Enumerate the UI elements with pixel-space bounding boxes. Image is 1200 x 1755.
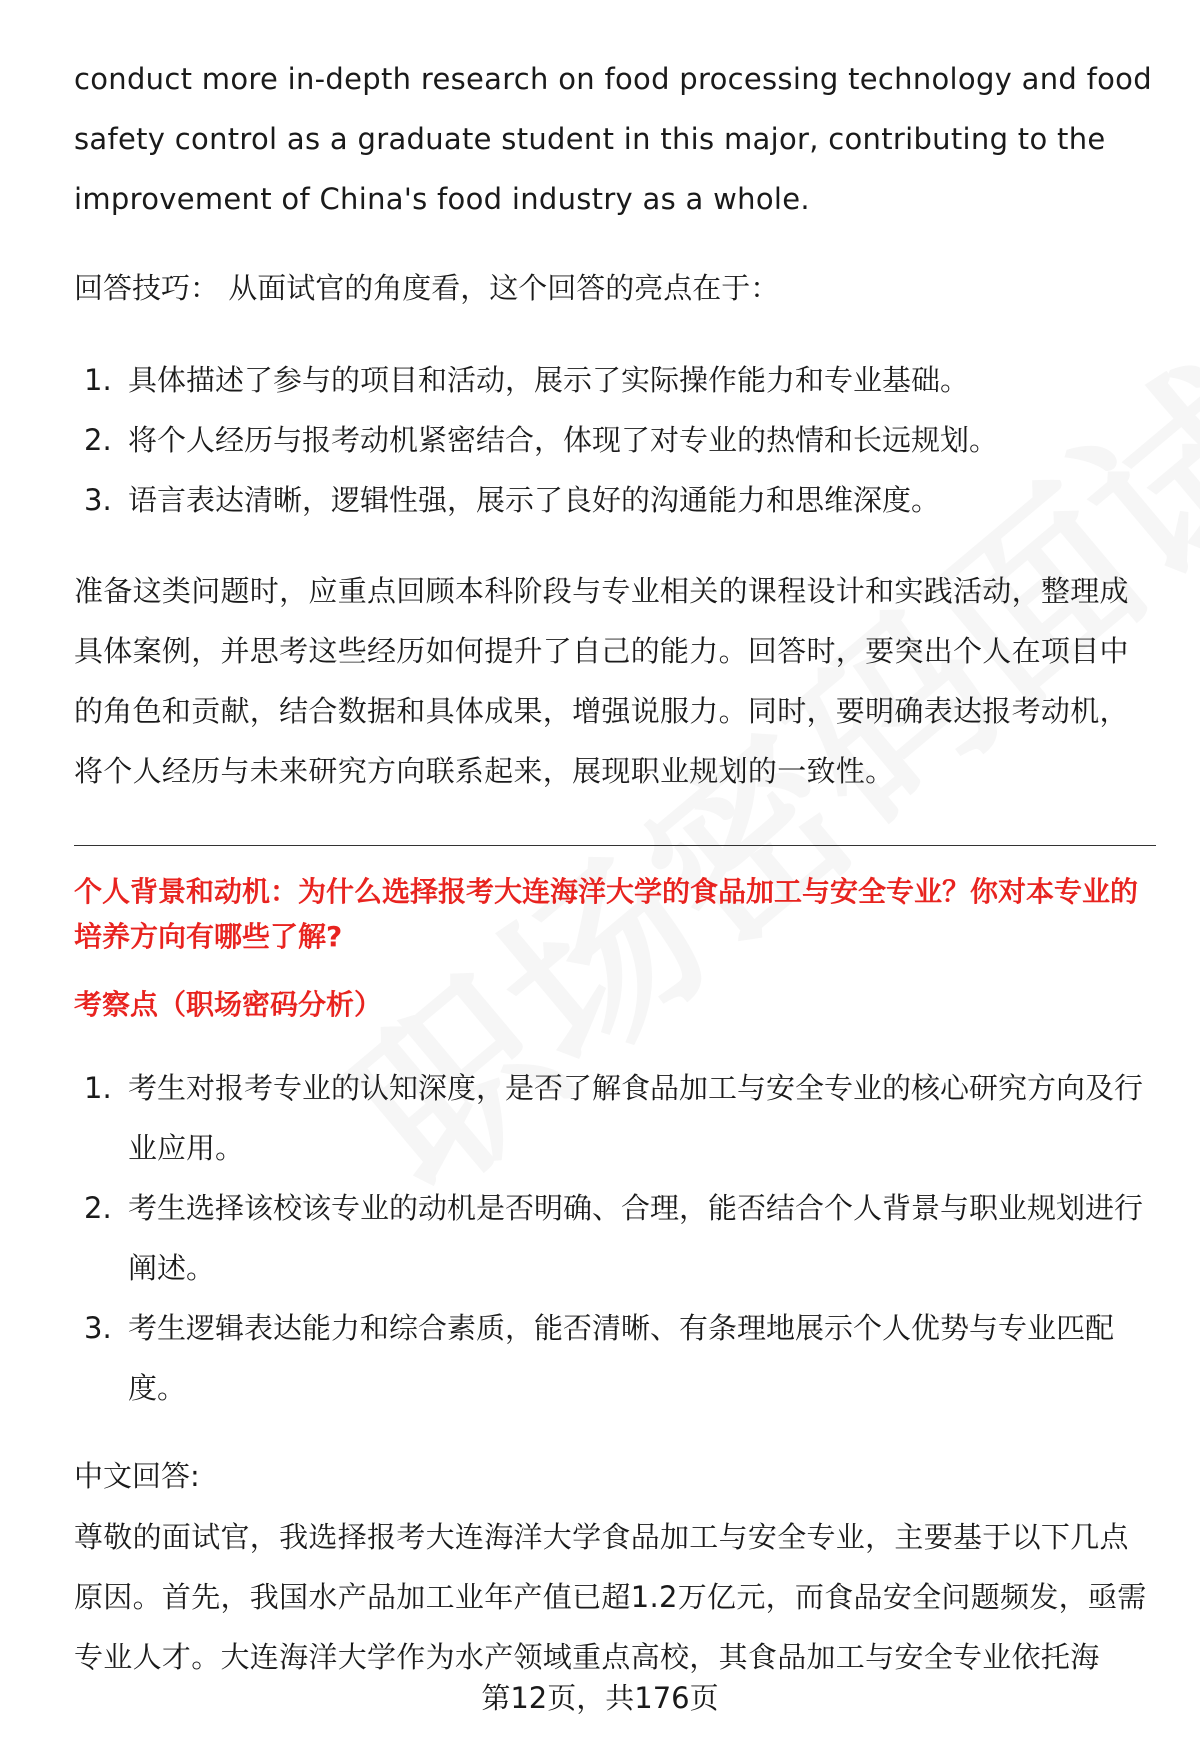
list-number: 1. <box>84 363 112 397</box>
intro-paragraph: conduct more in-depth research on food processing technology and food safety control as a graduate student in this major, contributing to the improvement of China's food industry as a whole. <box>74 62 1152 216</box>
list-item-text: 考生选择该校该专业的动机是否明确、合理，能否结合个人背景与职业规划进行阐述。 <box>128 1191 1144 1285</box>
section-divider <box>74 845 1156 846</box>
list-item <box>74 470 1154 530</box>
list-number: 3. <box>84 483 112 517</box>
list-number: 3. <box>84 1311 112 1345</box>
exam-point-list <box>74 1058 1154 1418</box>
prep-paragraph: 准备这类问题时，应重点回顾本科阶段与专业相关的课程设计和实践活动，整理成具体案例，并思考这些经历如何提升了自己的能力。回答时，要突出个人在项目中的角色和贡献，结合数据和具体成果，增强说服力。同时，要明确表达报考动机，将个人经历与未来研究方向联系起来，展现职业规划的一致性。 <box>74 574 1129 788</box>
list-item <box>74 1298 1154 1418</box>
list-item-text: 具体描述了参与的项目和活动，展示了实际操作能力和专业基础。 <box>128 363 970 397</box>
list-item-text: 考生逻辑表达能力和综合素质，能否清晰、有条理地展示个人优势与专业匹配度。 <box>128 1311 1115 1405</box>
answer-paragraph: 尊敬的面试官，我选择报考大连海洋大学食品加工与安全专业，主要基于以下几点原因。首先，我国水产品加工业年产值已超1.2万亿元，而食品安全问题频发，亟需专业人才。大连海洋大学作为水产领域重点高校，其食品加工与安全专业依托海 <box>74 1520 1147 1674</box>
list-item-text: 语言表达清晰，逻辑性强，展示了良好的沟通能力和思维深度。 <box>128 483 941 517</box>
page-number-footer: 第12页，共176页 <box>481 1681 719 1715</box>
list-item <box>74 410 1154 470</box>
list-item <box>74 1178 1154 1298</box>
list-number: 2. <box>84 1191 112 1225</box>
exam-point-heading: 考察点（职场密码分析） <box>74 988 383 1021</box>
tips-list <box>74 350 1154 530</box>
list-item-text: 将个人经历与报考动机紧密结合，体现了对专业的热情和长远规划。 <box>128 423 999 457</box>
question-heading: 个人背景和动机：为什么选择报考大连海洋大学的食品加工与安全专业？你对本专业的培养方向有哪些了解? <box>74 875 1139 953</box>
list-item <box>74 1058 1154 1178</box>
list-number: 1. <box>84 1071 112 1105</box>
answer-label: 中文回答: <box>74 1459 200 1493</box>
tips-heading: 回答技巧： 从面试官的角度看，这个回答的亮点在于： <box>74 271 780 305</box>
list-item-text: 考生对报考专业的认知深度，是否了解食品加工与安全专业的核心研究方向及行业应用。 <box>128 1071 1144 1165</box>
list-number: 2. <box>84 423 112 457</box>
list-item <box>74 350 1154 410</box>
